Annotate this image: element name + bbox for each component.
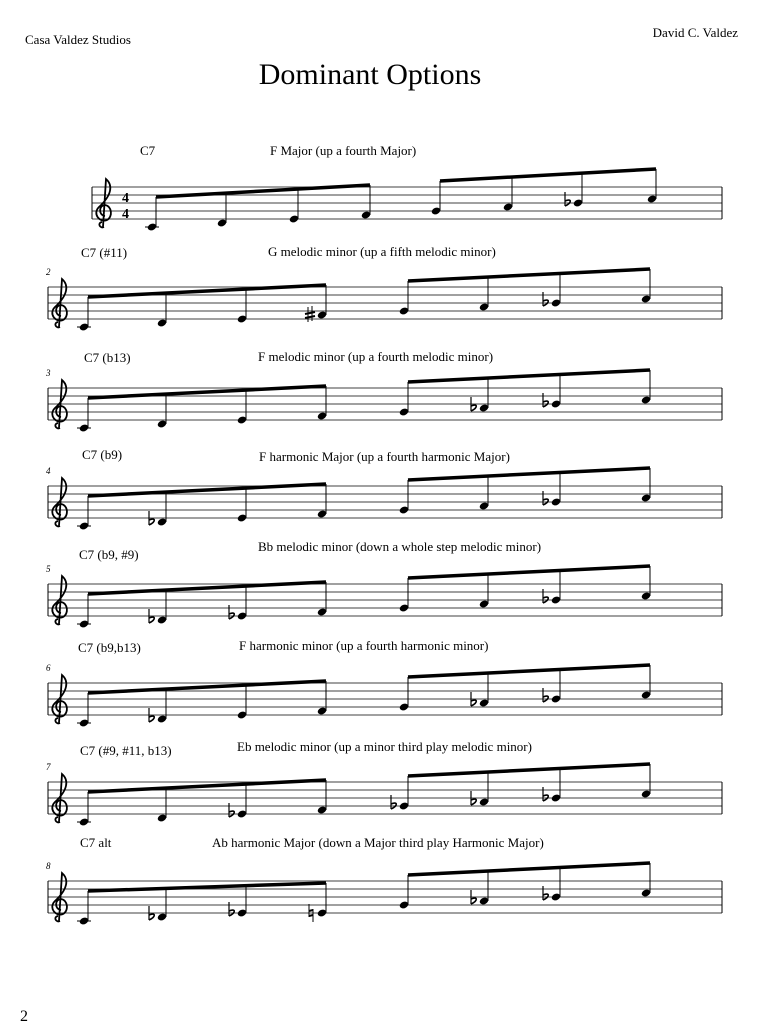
page-title: Dominant Options [258,58,482,91]
scale-description: F Major (up a fourth Major) [270,143,417,158]
beam [408,370,650,382]
flat-icon [543,491,548,505]
beam [88,883,326,891]
measure-number: 8 [46,861,51,871]
measure-number: 2 [46,267,51,277]
measure-number: 6 [46,663,51,673]
beam [408,665,650,677]
scale-description: Ab harmonic Major (down a Major third play Harmonic Major) [212,835,544,850]
scale-description: Bb melodic minor (down a whole step melodic minor) [258,539,542,554]
chord-symbol: C7 (#9, #11, b13) [80,743,172,758]
studio-name: Casa Valdez Studios [25,32,131,47]
scale-description: F melodic minor (up a fourth melodic minor) [258,349,494,364]
beam [440,169,656,181]
scale-description: F harmonic Major (up a fourth harmonic Major) [259,449,510,464]
flat-icon [391,795,396,809]
chord-symbol: C7 alt [80,835,112,850]
flat-icon [543,393,548,407]
scale-description: G melodic minor (up a fifth melodic minor) [268,244,496,259]
chord-symbol: C7 [140,143,156,158]
chord-symbol: C7 (b9, #9) [79,547,139,562]
chord-symbol: C7 (b9,b13) [78,640,141,655]
scale-description: Eb melodic minor (up a minor third play melodic minor) [237,739,532,754]
flat-icon [229,902,234,916]
beam [408,764,650,776]
measure-number: 3 [46,368,51,378]
scale-description: F harmonic minor (up a fourth harmonic minor) [239,638,489,653]
flat-icon [543,589,548,603]
page-number: 2 [20,1008,28,1025]
author-name: David C. Valdez [652,25,738,40]
flat-icon [543,886,548,900]
time-signature-top: 4 [122,191,129,206]
flat-icon [229,803,234,817]
beam [408,269,650,281]
chord-symbol: C7 (#11) [81,245,128,260]
measure-number: 7 [46,762,51,772]
measure-number: 5 [46,564,51,574]
flat-icon [543,688,548,702]
beam [408,566,650,578]
chord-symbol: C7 (b13) [84,350,131,365]
beam [408,468,650,480]
flat-icon [565,192,570,206]
beam [408,863,650,875]
flat-icon [543,292,548,306]
chord-symbol: C7 (b9) [82,447,123,462]
measure-number: 4 [46,466,51,476]
time-signature-bottom: 4 [122,207,129,222]
sharp-icon [305,306,315,322]
flat-icon [543,787,548,801]
flat-icon [229,605,234,619]
